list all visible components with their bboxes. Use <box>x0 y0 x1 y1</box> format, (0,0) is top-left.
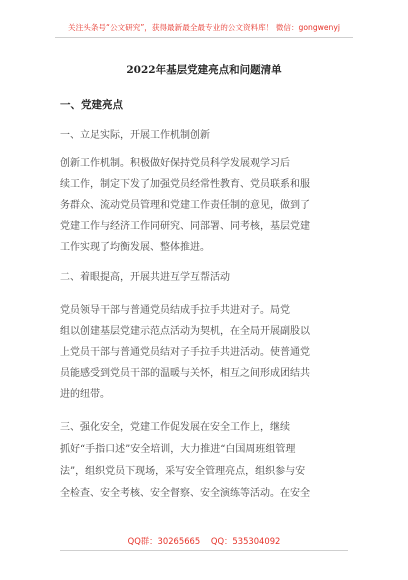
paragraph-line: 组以创建基层党建示范点活动为契机，在全局开展副股以 <box>60 326 310 337</box>
paragraph-line: 工作实现了均衡发展、整体推进。 <box>60 242 210 253</box>
footer-qq: QQ：535304092 <box>210 536 281 546</box>
paragraph-line: 务群众、流动党员管理和党建工作责任制的意见，做到了 <box>60 200 310 211</box>
paragraph-line: 党员领导干部与普通党员结成手拉手共进对子。局党 <box>60 305 290 316</box>
subsection-heading-1: 一、立足实际，开展工作机制创新 <box>60 130 210 141</box>
paragraph-line: 抓好“手指口述”安全培训，大力推进“白国周班组管理 <box>60 444 296 455</box>
footer-divider <box>60 550 348 551</box>
header-banner: 关注头条号“公文研究”，获得最新最全最专业的公文资料库！ 微信：gongwenyj <box>68 23 340 32</box>
paragraph-line: 上党员干部与普通党员结对子手拉手共进活动。使普通党 <box>60 347 310 358</box>
paragraph-line: 法”，组织党员下现场，采写安全管理亮点，组织参与安 <box>60 466 306 477</box>
section-heading-party-highlights: 一、党建亮点 <box>60 99 123 111</box>
paragraph-line: 三、强化安全，党建工作促发展在安全工作上，继续 <box>60 422 290 433</box>
paragraph-line: 全检查、安全考核、安全督察、安全演练等活动。在安全 <box>60 488 310 499</box>
paragraph-line: 员能感受到党员干部的温暖与关怀，相互之间形成团结共 <box>60 368 310 379</box>
paragraph-line: 续工作，制定下发了加强党员经常性教育、党员联系和服 <box>60 179 310 190</box>
header-divider <box>55 37 353 38</box>
paragraph-line: 创新工作机制。积极做好保持党员科学发展观学习后 <box>60 158 290 169</box>
paragraph-line: 党建工作与经济工作同研究、同部署、同考核，基层党建 <box>60 221 310 232</box>
footer-qq-group: QQ群：30265665 <box>127 536 201 546</box>
subsection-heading-2: 二、着眼提高，开展共进互学互帮活动 <box>60 272 230 283</box>
document-title: 2022年基层党建亮点和问题清单 <box>126 64 282 76</box>
paragraph-line: 进的纽带。 <box>60 389 110 400</box>
footer-contact <box>0 535 408 547</box>
